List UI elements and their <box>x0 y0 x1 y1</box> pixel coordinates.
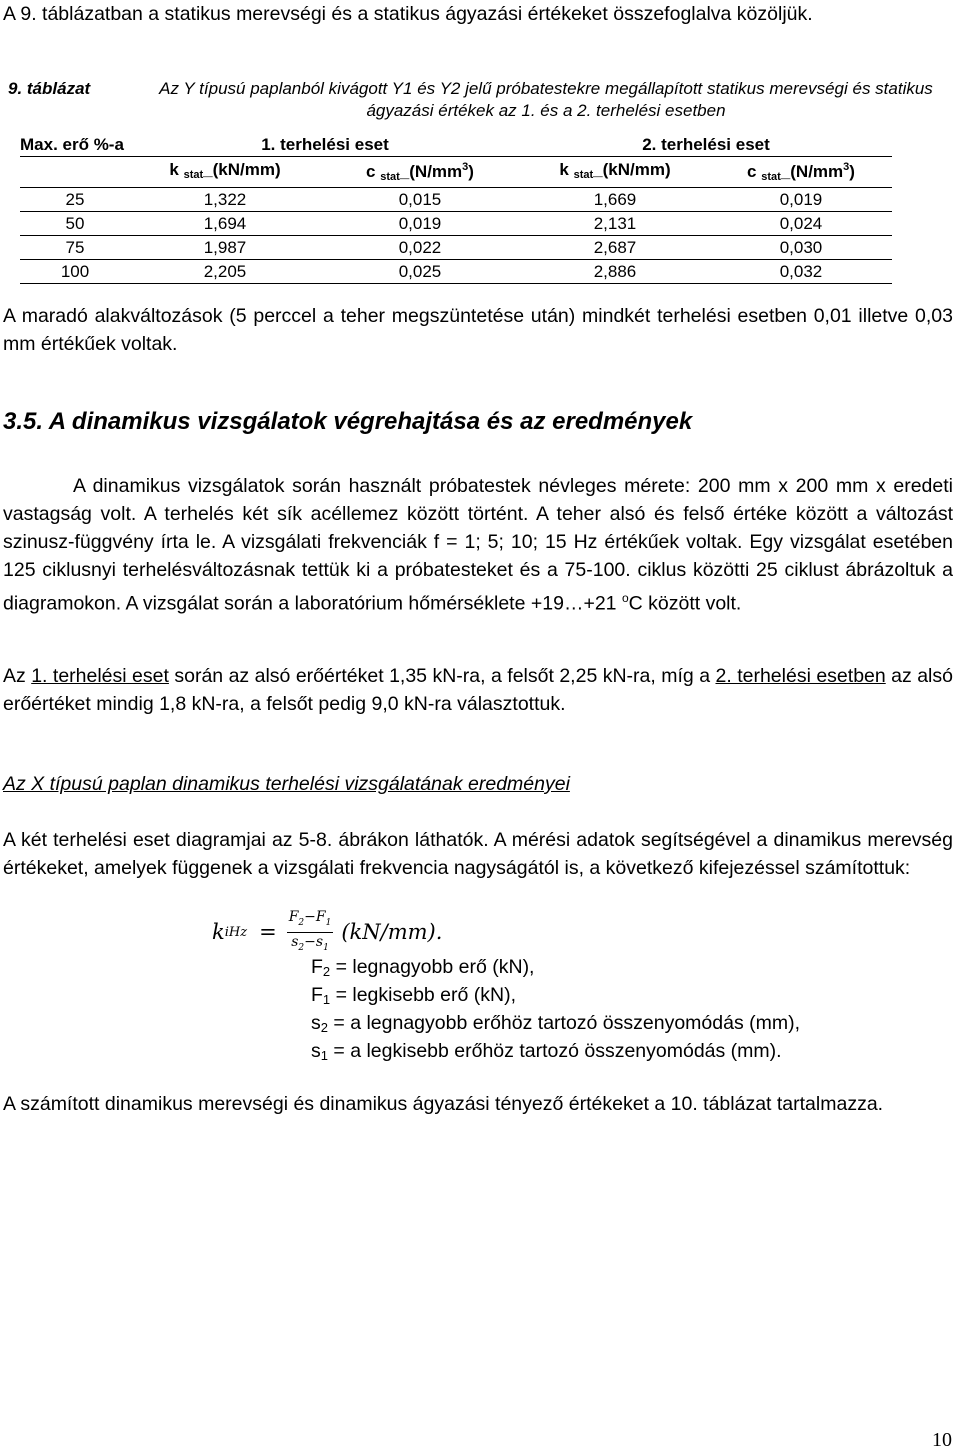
table-cell: 2,131 <box>520 212 710 236</box>
load-cases-paragraph: Az 1. terhelési eset során az alsó erőértéket 1,35 kN-ra, a felsőt 2,25 kN-ra, míg a 2. terhelési esetben az alsó erőértéket mindig 1,8 kN-ra, a felsőt pedig 9,0 kN-ra választottuk. <box>3 665 953 715</box>
table-caption-text: Az Y típusú paplanból kivágott Y1 és Y2 jelű próbatestekre megállapított statikus merevségi és statikus ágyazási értékek az 1. és a 2. terhelési esetben <box>159 79 933 120</box>
section-heading: 3.5. A dinamikus vizsgálatok végrehajtása és az eredmények <box>3 408 693 435</box>
dynamic-tests-paragraph: A dinamikus vizsgálatok során használt próbatestek névleges mérete: 200 mm x 200 mm x eredeti vastagság volt. A terhelés két sík acéllemez között történt. A teher alsó és felső értéke között a változást szinusz-függvény írta le. A vizsgálati frekvenciák f = 1; 5; 10; 15 Hz értékűek voltak. Egy vizsgálat esetében 125 ciklusnyi terhelésváltozásnak tettük ki a próbatesteket és a 75-100. ciklus közötti 25 ciklust ábrázoltuk a diagramokon. A vizsgálat során a laboratórium hőmérséklete +19…+21 $^o$C között volt. <box>3 475 953 615</box>
table-header-row <box>20 133 892 157</box>
table-subheader-empty <box>20 157 130 188</box>
table-cell: 0,022 <box>320 236 520 260</box>
table-cell: 100 <box>20 260 130 284</box>
table-header-max-force: Max. erő %-a <box>20 133 130 157</box>
table-cell: 1,322 <box>130 188 320 212</box>
table-header-load-case-2: 2. terhelési eset <box>520 133 892 157</box>
results-subheading: Az X típusú paplan dinamikus terhelési vizsgálatának eredményei <box>3 773 570 795</box>
legend-item: $F_1$ = legkisebb erő (kN), <box>311 984 517 1007</box>
stiffness-formula: k iHz = $\frac{F_2-F_1}{s_2-s_1}$ (kN/mm). <box>212 908 442 957</box>
stiffness-table <box>20 133 892 284</box>
table-cell: 50 <box>20 212 130 236</box>
table-cell: 1,987 <box>130 236 320 260</box>
table-cell: 0,032 <box>710 260 892 284</box>
table-cell: 0,024 <box>710 212 892 236</box>
legend-item: $s_2 = a$ legnagyobb erőhöz tartozó összenyomódás (mm), <box>311 1012 801 1035</box>
legend-item: $F_2$ = legnagyobb erő (kN), <box>311 956 535 979</box>
residual-deformation-paragraph: A maradó alakváltozások (5 perccel a teher megszüntetése után) mindkét terhelési esetben 0,01 illetve 0,03 mm értékűek voltak. <box>3 305 953 355</box>
table-cell: 0,025 <box>320 260 520 284</box>
table-header-load-case-1: 1. terhelési eset <box>130 133 520 157</box>
table-cell: 0,019 <box>320 212 520 236</box>
formula-legend <box>311 953 800 1065</box>
table-cell: 2,687 <box>520 236 710 260</box>
table-subheader-c2: c $_{stat}\_(N/mm^3)$ <box>710 157 892 188</box>
table-cell: 2,205 <box>130 260 320 284</box>
table-subheader-c1: c $_{stat}\_(N/mm^3)$ <box>320 157 520 188</box>
table-row <box>20 236 892 260</box>
table-cell: 1,694 <box>130 212 320 236</box>
intro-paragraph: A 9. táblázatban a statikus merevségi és a statikus ágyazási értékeket összefoglalva közöljük. <box>3 3 813 25</box>
table-caption-number: 9. táblázat <box>8 79 91 98</box>
table-cell: 0,015 <box>320 188 520 212</box>
table-row <box>20 212 892 236</box>
table-cell: 1,669 <box>520 188 710 212</box>
table-subheader-k1: k $_{stat}$_(kN/mm) <box>130 157 320 188</box>
table-cell: 2,886 <box>520 260 710 284</box>
table-cell: 25 <box>20 188 130 212</box>
formula-fraction: $\frac{F_2-F_1}{s_2-s_1}$ <box>288 909 332 953</box>
legend-item: $s_1 = a$ legkisebb erőhöz tartozó összenyomódás (mm). <box>311 1040 782 1063</box>
diagrams-paragraph: A két terhelési eset diagramjai az 5-8. ábrákon láthatók. A mérési adatok segítségével a dinamikus merevség értékeket, amelyek függenek a vizsgálati frekvencia nagyságától is, a következő kifejezéssel számítottuk: <box>3 829 953 879</box>
table-subheader-row <box>20 157 892 188</box>
table-subheader-k2: k $_{stat}$_(kN/mm) <box>520 157 710 188</box>
page-number: 10 <box>932 1429 952 1451</box>
table-cell: 0,019 <box>710 188 892 212</box>
table10-reference-paragraph: A számított dinamikus merevségi és dinamikus ágyazási tényező értékeket a 10. táblázat tartalmazza. <box>3 1093 884 1115</box>
table-cell: 0,030 <box>710 236 892 260</box>
table-cell: 75 <box>20 236 130 260</box>
table-row <box>20 260 892 284</box>
table-row <box>20 188 892 212</box>
